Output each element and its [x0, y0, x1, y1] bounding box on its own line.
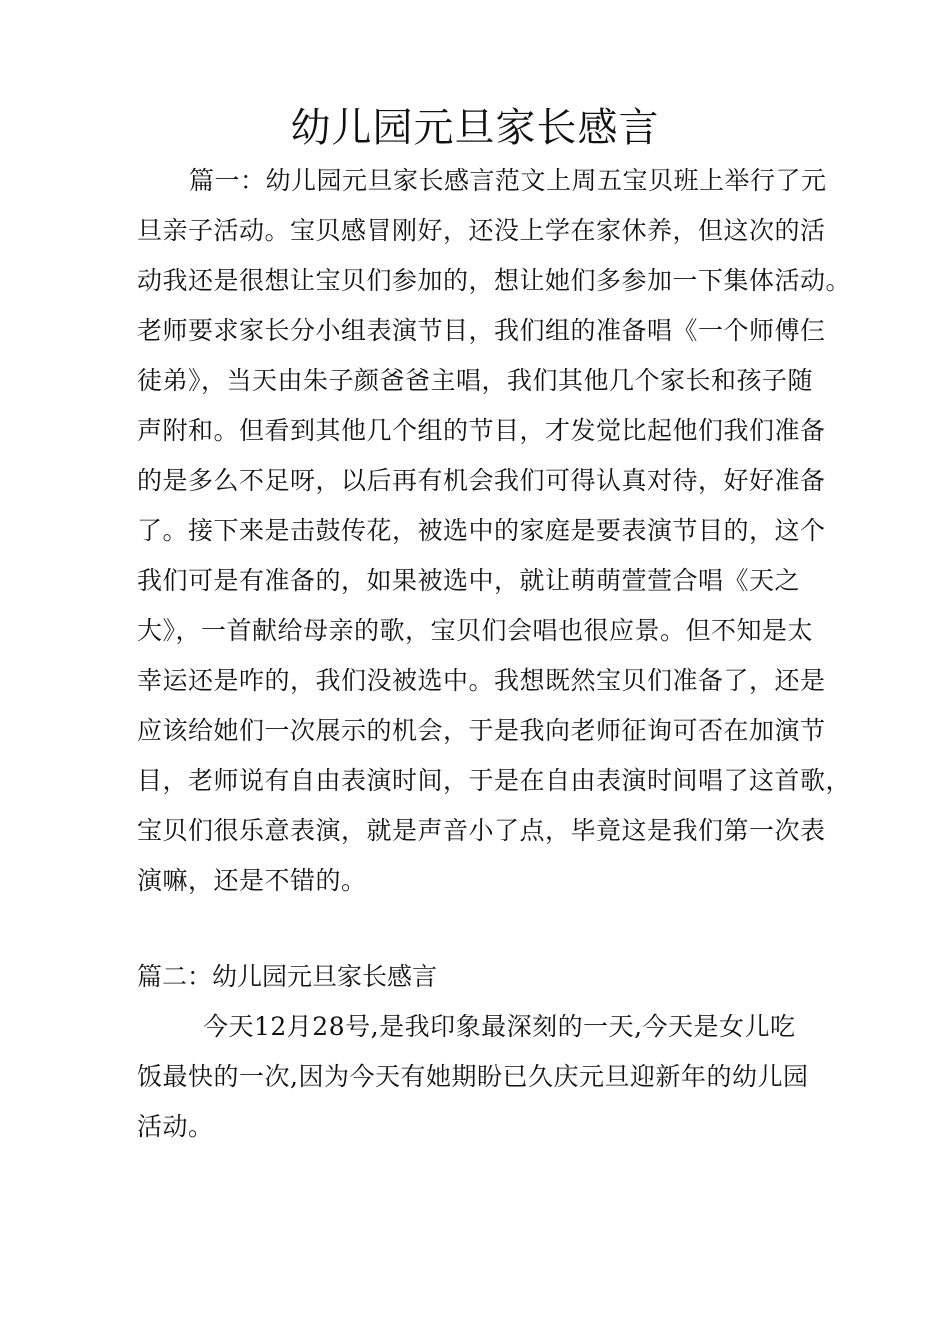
- paragraph-line: 应该给她们一次展示的机会，于是我向老师征询可否在加演节: [137, 716, 826, 745]
- section-2-paragraph: [137, 1002, 857, 1152]
- paragraph-line: 今天12月28号,是我印象最深刻的一天,今天是女儿吃: [203, 1012, 796, 1041]
- paragraph-line: 徒弟》，当天由朱子颜爸爸主唱，我们其他几个家长和孩子随: [137, 366, 814, 395]
- paragraph-line: 老师要求家长分小组表演节目，我们组的准备唱《一个师傅仨: [137, 316, 826, 345]
- paragraph-line: 的是多么不足呀，以后再有机会我们可得认真对待，好好准备: [137, 466, 826, 495]
- paragraph-line: 我们可是有准备的，如果被选中，就让萌萌萱萱合唱《天之: [137, 566, 801, 595]
- paragraph-line: 活动。: [137, 1112, 214, 1141]
- paragraph-line: 了。接下来是击鼓传花，被选中的家庭是要表演节目的，这个: [137, 516, 826, 545]
- paragraph-line: 动我还是很想让宝贝们参加的，想让她们多参加一下集体活动。: [137, 266, 852, 295]
- paragraph-line: 大》，一首献给母亲的歌，宝贝们会唱也很应景。但不知是太: [137, 616, 814, 645]
- paragraph-line: 声附和。但看到其他几个组的节目，才发觉比起他们我们准备: [137, 416, 826, 445]
- section-1-paragraph: [137, 156, 857, 906]
- section-2-heading: 篇二：幼儿园元旦家长感言: [137, 962, 438, 991]
- paragraph-line: 篇一：幼儿园元旦家长感言范文上周五宝贝班上举行了元: [189, 166, 827, 195]
- document-title: 幼儿园元旦家长感言: [290, 105, 660, 151]
- paragraph-line: 演嘛，还是不错的。: [137, 866, 367, 895]
- paragraph-line: 旦亲子活动。宝贝感冒刚好，还没上学在家休养，但这次的活: [137, 216, 826, 245]
- paragraph-line: 宝贝们很乐意表演，就是声音小了点，毕竟这是我们第一次表: [137, 816, 826, 845]
- paragraph-line: 目，老师说有自由表演时间，于是在自由表演时间唱了这首歌，: [137, 766, 852, 795]
- paragraph-line: 饭最快的一次,因为今天有她期盼已久庆元旦迎新年的幼儿园: [137, 1062, 809, 1091]
- paragraph-line: 幸运还是咋的，我们没被选中。我想既然宝贝们准备了，还是: [137, 666, 826, 695]
